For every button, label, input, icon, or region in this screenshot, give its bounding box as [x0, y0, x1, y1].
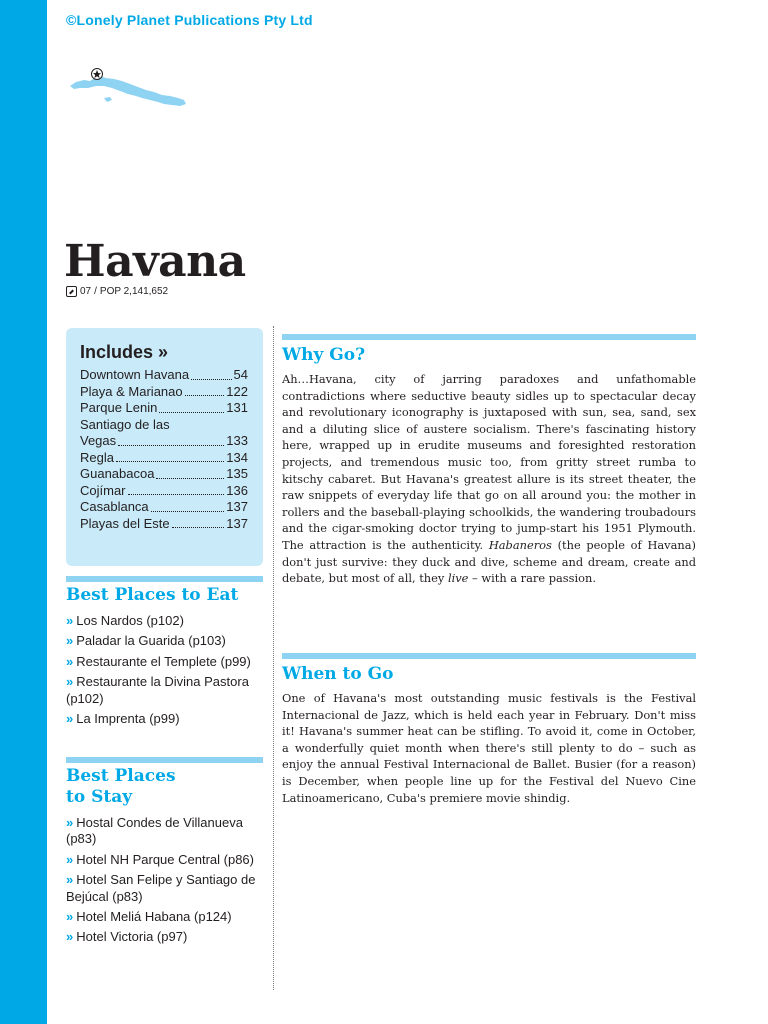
toc-item[interactable]: Playas del Este 137: [80, 515, 248, 531]
phone-icon: [66, 286, 77, 297]
chevron-icon: »: [66, 872, 74, 888]
when-to-go-heading: When to Go: [282, 664, 394, 684]
toc-item[interactable]: Cojímar 136: [80, 482, 248, 498]
toc-item[interactable]: Casablanca 137: [80, 499, 248, 514]
eat-heading: Best Places to Eat: [66, 585, 239, 605]
includes-box: [66, 328, 263, 566]
stay-heading: Best Places to Stay: [66, 766, 176, 807]
toc-item[interactable]: Santiago de las Vegas 133: [80, 416, 248, 448]
chevron-icon: »: [66, 815, 74, 830]
chevron-icon: »: [66, 613, 74, 628]
city-meta: [66, 286, 168, 297]
list-item[interactable]: » Restaurante el Templete (p99): [66, 653, 251, 669]
list-item[interactable]: » Hotel San Felipe y Santiago de Bejúcal (p83): [66, 872, 256, 904]
chevron-icon: »: [66, 674, 74, 690]
toc-item[interactable]: Regla 134: [80, 449, 248, 465]
cuba-locator-map: [66, 64, 188, 112]
list-item[interactable]: » Los Nardos (p102): [66, 613, 184, 628]
left-color-bar: [0, 0, 47, 1024]
page-title: Havana: [64, 236, 246, 287]
toc-item[interactable]: Playa & Marianao 122: [80, 383, 248, 399]
includes-heading: Includes »: [80, 342, 169, 362]
when-to-go-text: One of Havana's most outstanding music festivals is the Festival Internacional de Jazz, which is held each year in February. Don't miss it! Havana's summer heat can be stifling. To avoid it, come in October, a wonderfully quiet month when there's still plenty to do – such as enjoy the annual Festival Internacional de Ballet. Busier (for a reason) is December, when people line up for the Festival del Nuevo Cine Latinoamericano, Cuba's premiere movie shindig.: [282, 691, 696, 805]
column-divider: [273, 326, 274, 990]
stay-rule: [66, 757, 263, 763]
chevron-icon: »: [66, 653, 74, 669]
chevron-icon: »: [66, 711, 74, 727]
list-item[interactable]: » Hotel NH Parque Central (p86): [66, 851, 254, 867]
toc-item[interactable]: Parque Lenin 131: [80, 400, 248, 415]
why-go-heading: Why Go?: [282, 345, 366, 365]
chevron-icon: »: [66, 909, 74, 925]
why-go-text: Ah…Havana, city of jarring paradoxes and unfathomable contradictions where seductive beauty sidles up to spectacular decay and revolutionary iconography is juxtaposed with sun, sea, sand, sex and a diluting slice of austere socialism. There's fascinating history here, wrapped up in erudite museums and foresighted restoration projects, and tremendous music too, from gritty street rumba to kitschy cabaret. But Havana's greatest allure is its street theater, the raw snippets of everyday life that go on all around you: the mother in rollers and the baseball-playing schoolkids, the wandering troubadours and the cigar-smoking doctor trying to jump-start his 1951 Plymouth. The attraction is the authenticity. Habaneros (the people of Havana) don't just survive: they duck and dive, scheme and dream, create and debate, but most of all, they live – with a rare passion.: [282, 372, 696, 586]
list-item[interactable]: » Paladar la Guarida (p103): [66, 633, 226, 649]
list-item[interactable]: » Hotel Victoria (p97): [66, 929, 188, 945]
includes-list: [80, 367, 248, 532]
meta-separator: /: [94, 286, 97, 297]
copyright-notice: ©Lonely Planet Publications Pty Ltd: [66, 12, 313, 28]
list-item[interactable]: » La Imprenta (p99): [66, 711, 180, 727]
list-item[interactable]: » Hotel Meliá Habana (p124): [66, 909, 232, 925]
phone-code: 07: [80, 286, 92, 297]
when-to-go-rule: [282, 653, 696, 659]
stay-list: [66, 815, 262, 950]
population: POP 2,141,652: [99, 286, 169, 297]
toc-item[interactable]: Downtown Havana 54: [80, 367, 248, 382]
chevron-icon: »: [66, 633, 74, 649]
chevron-icon: »: [66, 929, 74, 945]
eat-rule: [66, 576, 263, 582]
why-go-rule: [282, 334, 696, 340]
list-item[interactable]: » Restaurante la Divina Pastora (p102): [66, 674, 249, 706]
list-item[interactable]: » Hostal Condes de Villanueva (p83): [66, 815, 243, 847]
eat-list: [66, 613, 262, 731]
toc-item[interactable]: Guanabacoa 135: [80, 466, 248, 481]
chevron-icon: »: [66, 851, 74, 867]
